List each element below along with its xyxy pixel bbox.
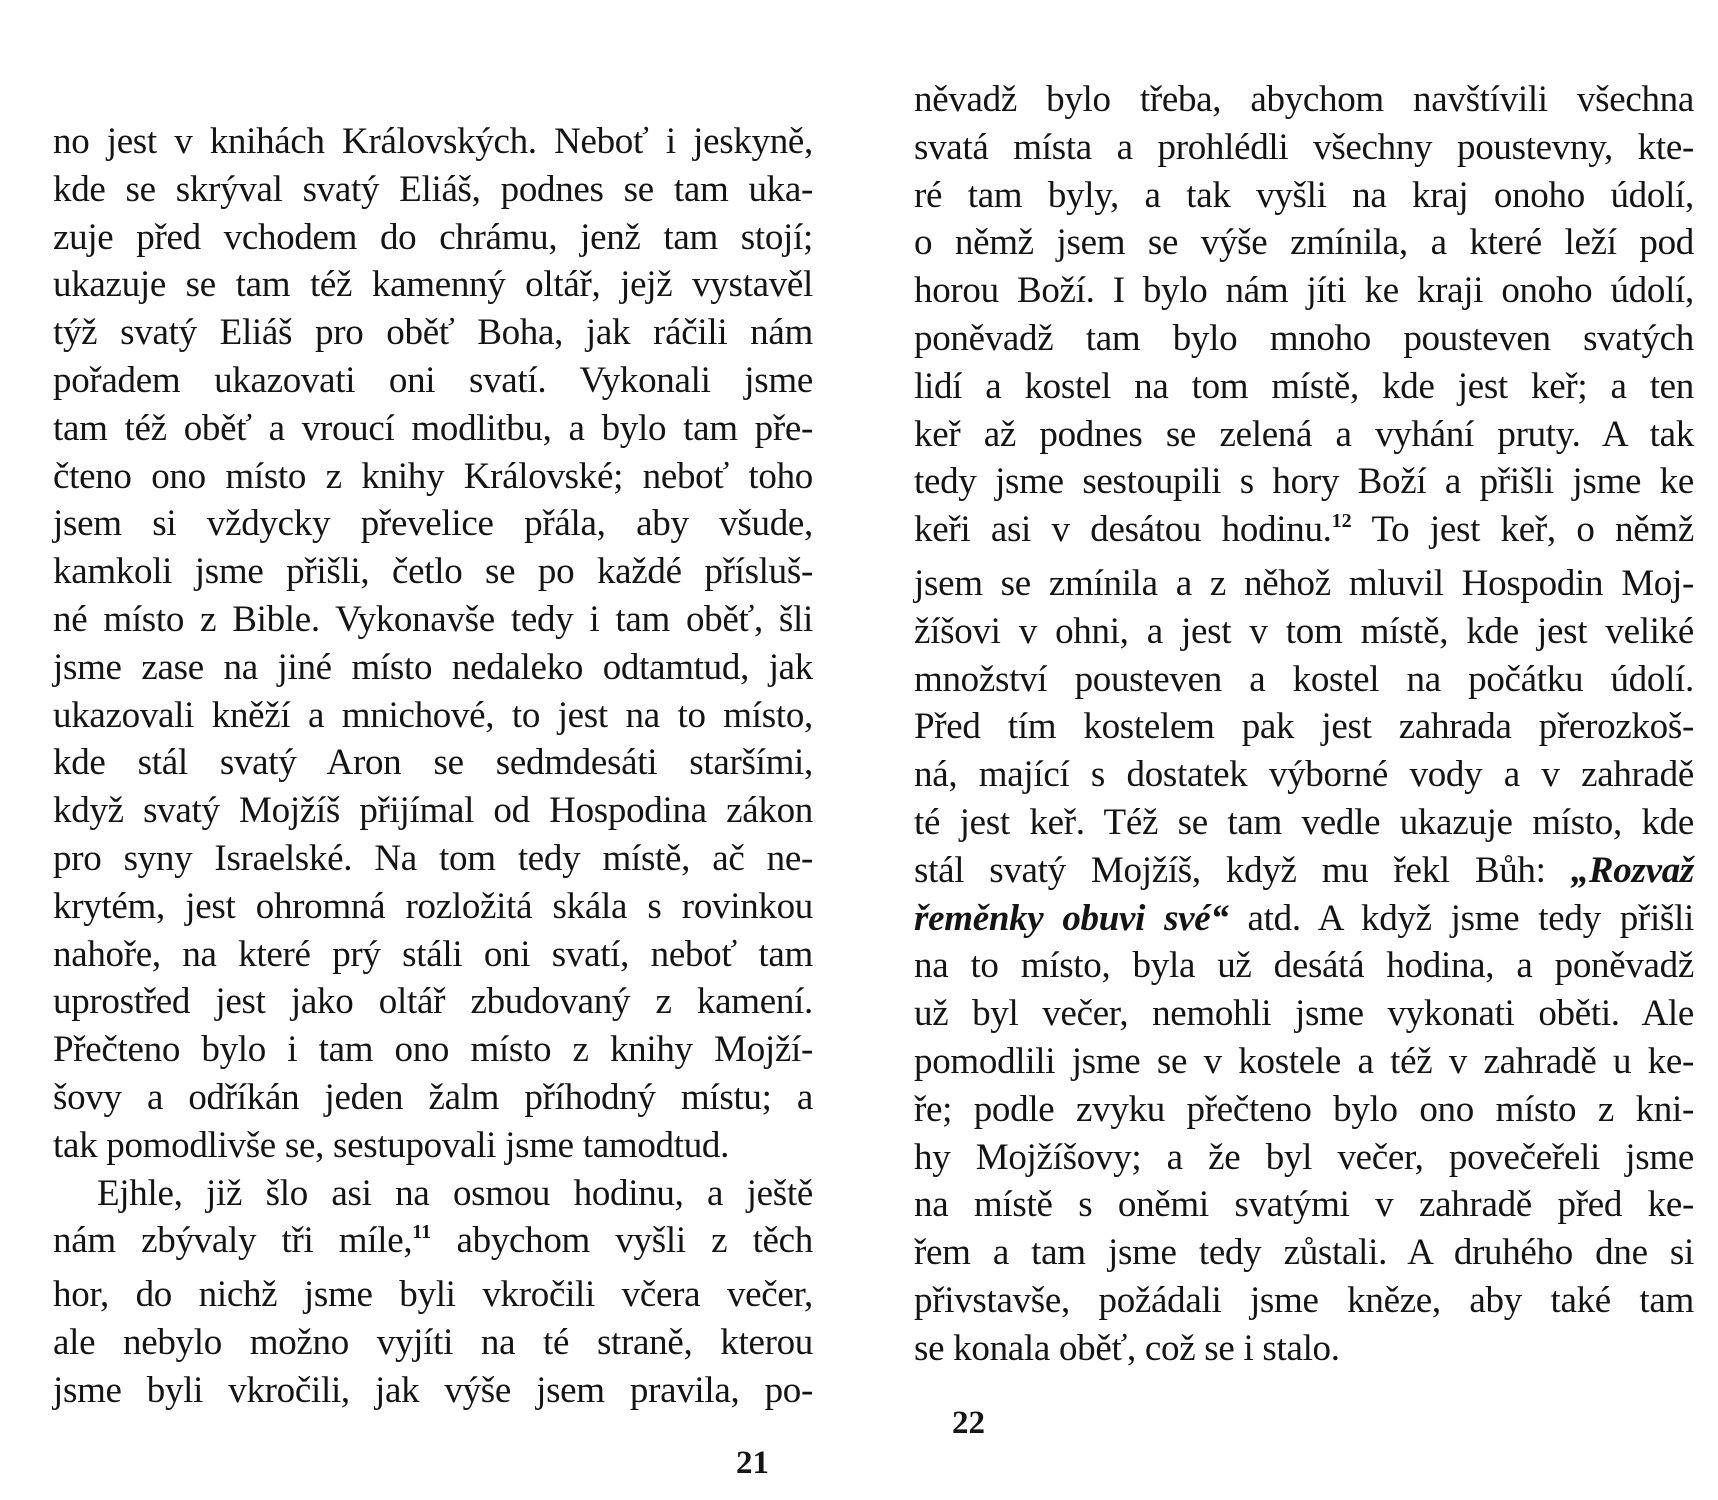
text-line: o němž jsem se výše zmínila, a které leží pod [914, 222, 1694, 264]
text-line: zuje před vchodem do chrámu, jenž tam stojí; [53, 216, 813, 258]
text-line: se konala oběť, což se i stalo. [914, 1327, 1340, 1369]
text-line: Přečteno bylo i tam ono místo z knihy Mojží- [53, 1029, 813, 1071]
text-line: žíšovi v ohni, a jest v tom místě, kde jest veliké [914, 610, 1694, 652]
quoted-italic-text: „Rozvaž [1570, 849, 1694, 891]
right-page [859, 0, 1718, 1500]
text-line: kamkoli jsme přišli, četlo se po každé přísluš- [53, 551, 813, 593]
text-line-with-quote [914, 895, 1694, 943]
text-line: šovy a odříkán jeden žalm příhodný místu; a [53, 1076, 813, 1118]
footnote-marker: 12 [1331, 510, 1352, 533]
line-segment: keři asi v desátou hodinu. [914, 509, 1332, 551]
text-line: hy Mojžíšovy; a že byl večer, povečeřeli jsme [914, 1136, 1694, 1178]
text-line: lidí a kostel na tom místě, kde jest keř; a ten [914, 365, 1694, 407]
text-line: jsme zase na jiné místo nedaleko odtamtud, jak [53, 646, 813, 688]
text-line: pomodlili jsme se v kostele a též v zahradě u ke- [914, 1040, 1694, 1082]
text-line: ukazuje se tam též kamenný oltář, jejž vystavěl [53, 264, 813, 306]
text-line: jsme byli vkročili, jak výše jsem pravila, po- [53, 1369, 813, 1411]
text-line: pro syny Israelské. Na tom tedy místě, ač ne- [53, 837, 813, 879]
line-segment: abychom vyšli z těch [431, 1220, 813, 1262]
left-page-text [53, 118, 813, 1415]
text-line: něvadž bylo třeba, abychom navštívili všechna [914, 79, 1694, 120]
text-line: na místě s oněmi svatými v zahradě před ke- [914, 1184, 1694, 1226]
paragraph-start-line: Ejhle, již šlo asi na osmou hodinu, a ještě [97, 1172, 813, 1214]
text-line: jsem si vždycky převelice přála, aby všude, [53, 503, 813, 545]
text-line: ukazovali kněží a mnichové, to jest na to místo, [53, 694, 813, 736]
text-line: čteno ono místo z knihy Královské; neboť toho [53, 455, 813, 497]
text-line: ře; podle zvyku přečteno bylo ono místo z kni- [914, 1088, 1694, 1130]
text-line-with-footnote [53, 1217, 813, 1271]
text-line: kde se skrýval svatý Eliáš, podnes se tam uka- [53, 168, 813, 210]
text-line: horou Boží. I bylo nám jíti ke kraji onoho údolí, [914, 270, 1694, 312]
text-line: když svatý Mojžíš přijímal od Hospodina zákon [53, 790, 813, 832]
text-line: svatá místa a prohlédli všechny poustevny, kte- [914, 126, 1694, 168]
text-line: té jest keř. Též se tam vedle ukazuje místo, kde [914, 801, 1694, 843]
text-line: už byl večer, nemohli jsme vykonati oběti. Ale [914, 993, 1694, 1035]
right-page-text [914, 76, 1694, 1373]
footnote-marker: 11 [412, 1221, 432, 1244]
text-line: týž svatý Eliáš pro oběť Boha, jak ráčili nám [53, 312, 813, 354]
text-line: hor, do nichž jsme byli vkročili včera večer, [53, 1274, 813, 1316]
text-line: množství pousteven a kostel na počátku údolí. [914, 658, 1694, 700]
text-line-with-quote [914, 847, 1694, 895]
page-number: 22 [952, 1405, 985, 1441]
text-line: kde stál svatý Aron se sedmdesáti staršími, [53, 742, 813, 784]
text-line: nahoře, na které prý stáli oni svatí, neboť tam [53, 933, 813, 975]
text-line: tedy jsme sestoupili s hory Boží a přišli jsme ke [914, 461, 1694, 503]
text-line-with-footnote [914, 506, 1694, 560]
line-segment: nám zbývaly tři míle, [53, 1220, 413, 1262]
text-line: keř až podnes se zelená a vyhání pruty. A tak [914, 413, 1694, 455]
text-line: řem a tam jsme tedy zůstali. A druhého dne si [914, 1232, 1694, 1274]
text-line: pořadem ukazovati oni svatí. Vykonali jsme [53, 359, 813, 401]
text-line: Před tím kostelem pak jest zahrada přerozkoš- [914, 706, 1694, 748]
text-line: ré tam byly, a tak vyšli na kraj onoho údolí, [914, 174, 1694, 216]
quoted-italic-text: řeměnky obuvi své“ [914, 897, 1229, 939]
text-line: tak pomodlivše se, sestupovali jsme tamodtud. [53, 1124, 730, 1166]
text-line: ale nebylo možno vyjíti na té straně, kterou [53, 1321, 813, 1363]
text-line: na to místo, byla už desátá hodina, a poněvadž [914, 945, 1694, 987]
text-line: poněvadž tam bylo mnoho pousteven svatých [914, 317, 1694, 359]
text-line: přivstavše, požádali jsme kněze, aby také tam [914, 1279, 1694, 1321]
page-number: 21 [736, 1445, 769, 1481]
text-line: no jest v knihách Královských. Neboť i jeskyně, [53, 121, 813, 162]
text-line: ná, mající s dostatek výborné vody a v zahradě [914, 754, 1694, 796]
text-line: jsem se zmínila a z něhož mluvil Hospodin Moj- [914, 562, 1694, 604]
text-line: krytém, jest ohromná rozložitá skála s rovinkou [53, 885, 813, 927]
line-segment: atd. A když jsme tedy přišli [1228, 897, 1694, 939]
text-line: né místo z Bible. Vykonavše tedy i tam oběť, šli [53, 598, 813, 640]
line-segment: To jest keř, o němž [1351, 509, 1694, 551]
text-line: tam též oběť a vroucí modlitbu, a bylo tam pře- [53, 407, 813, 449]
line-segment: stál svatý Mojžíš, když mu řekl Bůh: [914, 849, 1571, 891]
text-line: uprostřed jest jako oltář zbudovaný z kamení. [53, 981, 813, 1023]
